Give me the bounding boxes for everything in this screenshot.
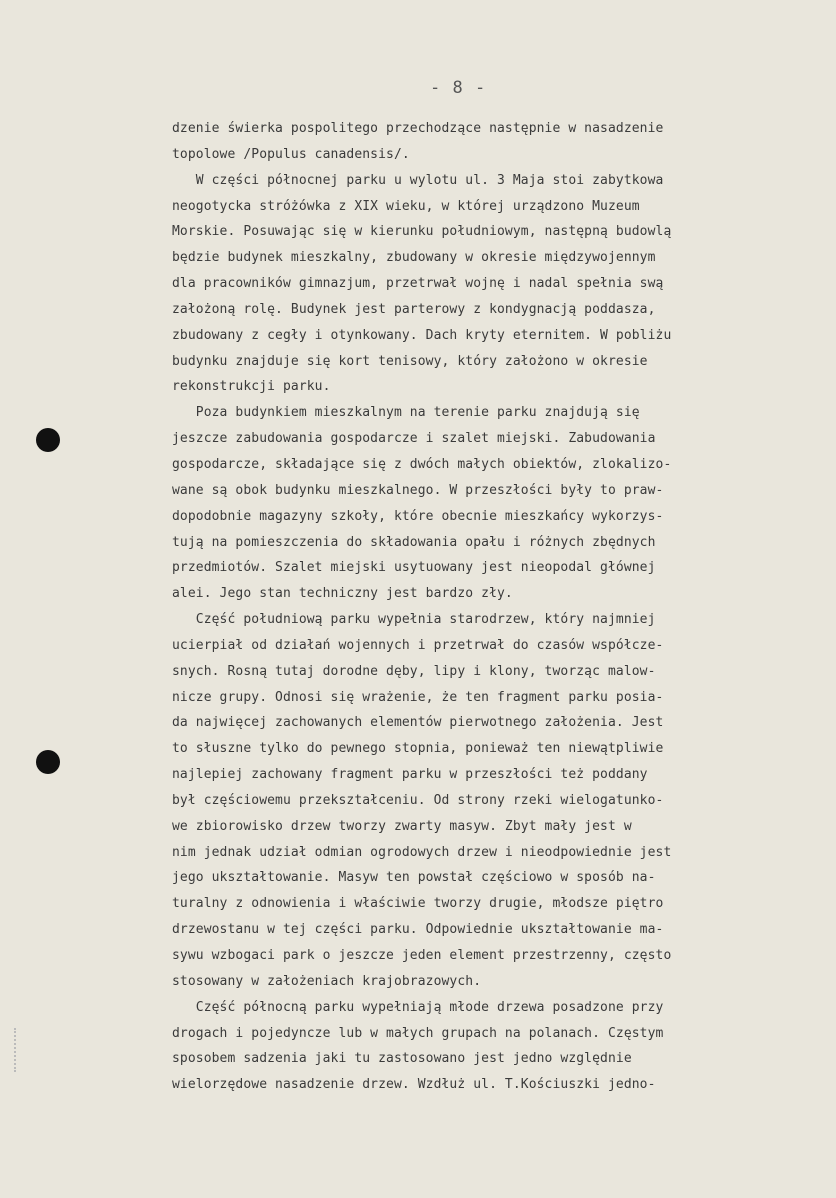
text-line: dzenie świerka pospolitego przechodzące następnie w nasadzenie [172,121,664,136]
text-line: neogotycka stróżówka z XIX wieku, w której urządzono Muzeum [172,198,640,214]
text-line: był częściowemu przekształceniu. Od strony rzeki wielogatunko- [172,792,664,808]
text-line: we zbiorowisko drzew tworzy zwarty masyw. Zbyt mały jest w [172,818,632,834]
text-line: jeszcze zabudowania gospodarcze i szalet miejski. Zabudowania [172,431,656,447]
text-line: da najwięcej zachowanych elementów pierwotnego założenia. Jest [172,715,664,731]
text-line: nim jednak udział odmian ogrodowych drzew i nieodpowiednie jest [172,844,672,860]
text-line: dopodobnie magazyny szkoły, które obecnie mieszkańcy wykorzys- [172,508,664,524]
text-line: wielorzędowe nasadzenie drzew. Wzdłuż ul. T.Kościuszki jedno- [172,1077,656,1093]
text-line: sywu wzbogaci park o jeszcze jeden element przestrzenny, często [172,948,672,963]
text-line: wane są obok budynku mieszkalnego. W przeszłości były to praw- [172,482,664,498]
text-line: nicze grupy. Odnosi się wrażenie, że ten fragment parku posia- [172,689,664,705]
punch-hole [36,750,60,774]
text-line: założoną rolę. Budynek jest parterowy z kondygnacją poddasza, [172,301,656,317]
text-line: Część południową parku wypełnia starodrzew, który najmniej [172,612,656,628]
text-line: najlepiej zachowany fragment parku w przeszłości też poddany [172,767,648,783]
text-line: budynku znajduje się kort tenisowy, który założono w okresie [172,353,648,369]
text-line: przedmiotów. Szalet miejski usytuowany jest nieopodal głównej [172,560,656,576]
text-line: rekonstrukcji parku. [172,379,331,395]
text-line: Morskie. Posuwając się w kierunku południowym, następną budowlą [172,224,672,240]
punch-hole [36,428,60,452]
text-line: Poza budynkiem mieszkalnym na terenie parku znajdują się [172,405,640,421]
text-line: W części północnej parku u wylotu ul. 3 Maja stoi zabytkowa [172,172,664,188]
text-line: snych. Rosną tutaj dorodne dęby, lipy i klony, tworząc malow- [172,663,656,679]
page-number: - 8 - [430,78,487,98]
text-line: drzewostanu w tej części parku. Odpowiednie ukształtowanie ma- [172,922,664,938]
text-line: to słuszne tylko do pewnego stopnia, ponieważ ten niewątpliwie [172,741,664,757]
text-line: alei. Jego stan techniczny jest bardzo zły. [172,586,513,602]
text-line: turalny z odnowienia i właściwie tworzy drugie, młodsze piętro [172,896,664,912]
text-line: sposobem sadzenia jaki tu zastosowano jest jedno względnie [172,1051,632,1067]
text-line: będzie budynek mieszkalny, zbudowany w okresie międzywojennym [172,250,656,266]
text-line: drogach i pojedyncze lub w małych grupach na polanach. Częstym [172,1025,664,1041]
text-line: topolowe /Populus canadensis/. [172,146,410,162]
typed-text-body [172,116,802,1098]
text-line: stosowany w założeniach krajobrazowych. [172,973,482,989]
text-line: jego ukształtowanie. Masyw ten powstał częściowo w sposób na- [172,870,656,886]
text-line: gospodarcze, składające się z dwóch małych obiektów, zlokalizo- [172,456,672,472]
text-line: tują na pomieszczenia do składowania opału i różnych zbędnych [172,534,656,550]
text-line: dla pracowników gimnazjum, przetrwał wojnę i nadal spełnia swą [172,276,664,292]
margin-mark [14,1028,26,1072]
text-line: Część północną parku wypełniają młode drzewa posadzone przy [172,999,664,1015]
text-line: zbudowany z cegły i otynkowany. Dach kryty eternitem. W pobliżu [172,327,672,343]
text-line: ucierpiał od działań wojennych i przetrwał do czasów współcze- [172,637,664,653]
